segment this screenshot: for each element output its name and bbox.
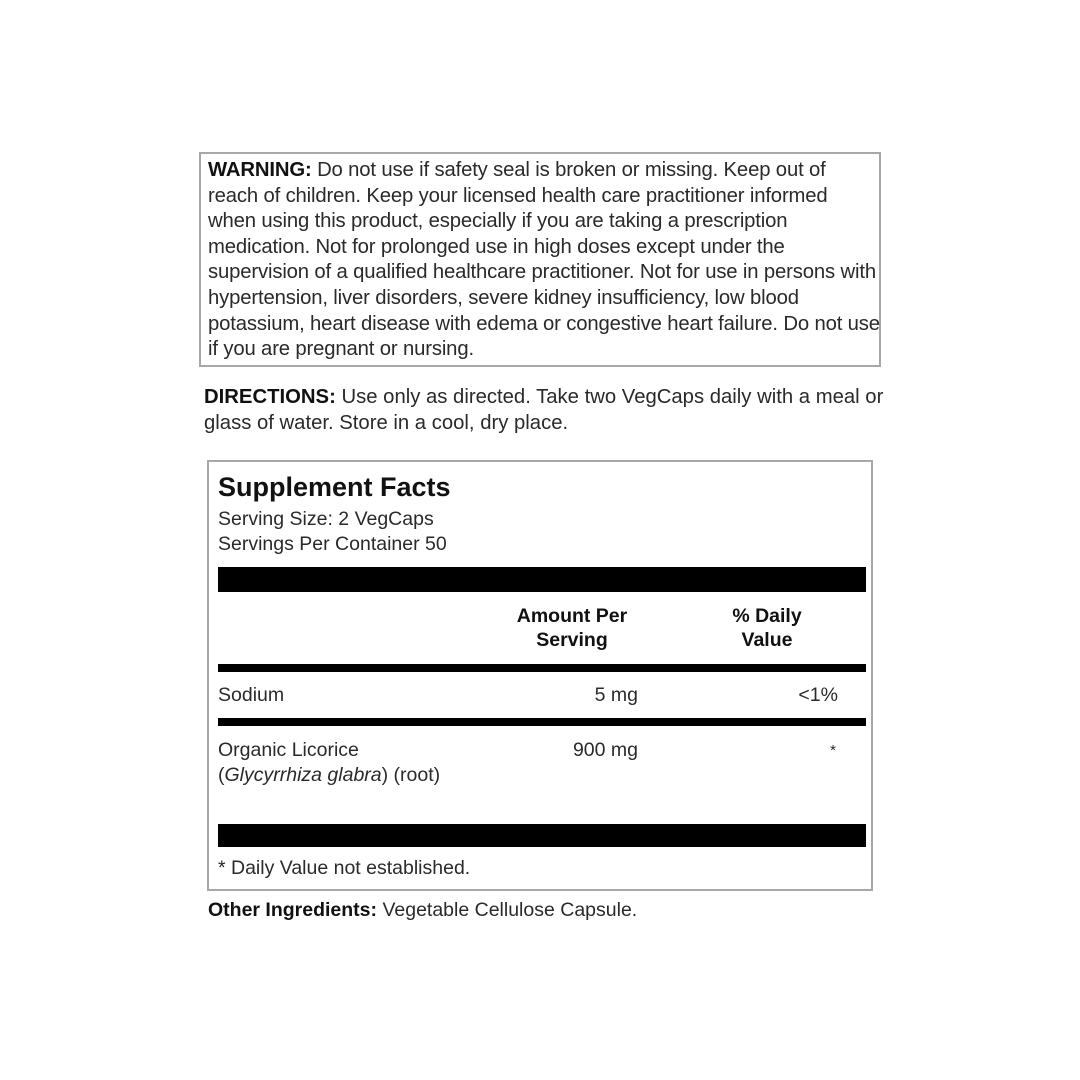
directions-label: DIRECTIONS: [204, 386, 336, 408]
nutrient-name: Sodium [218, 684, 285, 706]
warning-body: Do not use if safety seal is broken or missing. Keep out of reach of children. Keep your licensed health care practitioner informed when using this product, especially if you are taking a prescription medication. Not for prolonged use in high doses except under the supervision of a qualified healthcare practitioner. Not for use in persons with hypertension, liver disorders, severe kidney insufficiency, low blood potassium, heart disease with edema or congestive heart failure. Do not use if you are pregnant or nursing. [208, 159, 880, 361]
nutrient-amount: 5 mg [594, 684, 638, 706]
facts-title: Supplement Facts [218, 472, 451, 502]
other-ingredients-label: Other Ingredients: [208, 899, 378, 921]
ingredient-name-suffix: ) (root) [381, 764, 441, 786]
ingredient-name [218, 738, 448, 788]
thick-divider [218, 824, 866, 847]
warning-text [208, 158, 880, 363]
ingredient-daily-value: * [830, 742, 836, 759]
directions-body: Use only as directed. Take two VegCaps daily with a meal or glass of water. Store in a cool, dry place. [204, 386, 884, 434]
warning-box [199, 152, 881, 367]
warning-label: WARNING: [208, 159, 312, 181]
ingredient-amount: 900 mg [572, 739, 638, 761]
serving-size: Serving Size: 2 VegCaps [218, 508, 434, 530]
directions-text [204, 384, 884, 436]
daily-value-header [717, 604, 817, 652]
footnote: * Daily Value not established. [218, 857, 471, 879]
amount-header-line1: Amount Per [516, 605, 628, 627]
amount-header-line2: Serving [536, 629, 608, 651]
amount-per-serving-header [492, 604, 652, 652]
ingredient-name-prefix: Organic Licorice ( [218, 739, 359, 786]
dv-header-line1: % Daily [732, 605, 802, 627]
medium-divider [218, 664, 866, 672]
other-ingredients-body: Vegetable Cellulose Capsule. [377, 899, 638, 921]
thick-divider [218, 567, 866, 592]
nutrient-daily-value: <1% [798, 684, 838, 706]
supplement-facts-panel [207, 460, 873, 891]
other-ingredients [208, 899, 637, 922]
servings-per-container: Servings Per Container 50 [218, 533, 447, 555]
ingredient-latin-name: Glycyrrhiza glabra [224, 764, 382, 786]
medium-divider [218, 718, 866, 726]
dv-header-line2: Value [741, 629, 793, 651]
